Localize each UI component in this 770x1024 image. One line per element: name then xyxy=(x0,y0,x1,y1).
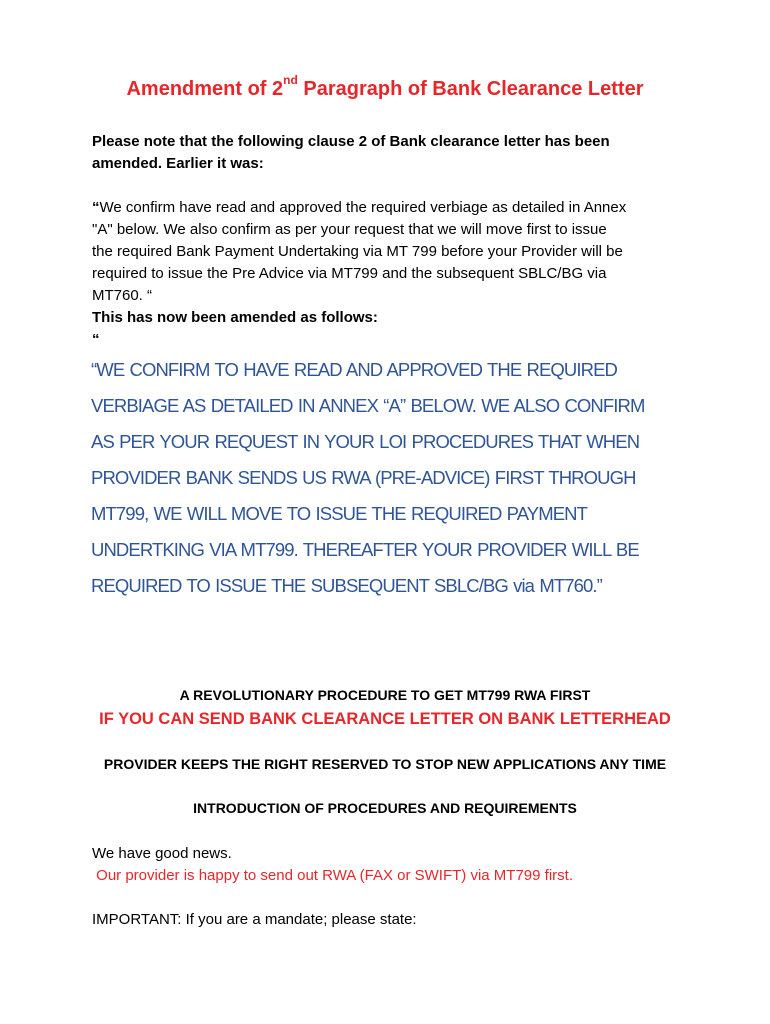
news-line-1: We have good news. xyxy=(92,845,232,862)
title-text-pre: Amendment of 2 xyxy=(126,78,284,100)
title-superscript: nd xyxy=(283,73,298,88)
amended-clause-line-5: MT799, WE WILL MOVE TO ISSUE THE REQUIRED PAYMENT xyxy=(91,503,588,524)
intro-line-1: Please note that the following clause 2 of Bank clearance letter has been xyxy=(92,133,610,150)
important-line: IMPORTANT: If you are a mandate; please state: xyxy=(92,911,417,928)
amended-clause-line-7: REQUIRED TO ISSUE THE SUBSEQUENT SBLC/BG via MT760.” xyxy=(91,575,602,596)
intro-line-2: amended. Earlier it was: xyxy=(92,155,264,172)
original-clause-line-4: required to issue the Pre Advice via MT799 and the subsequent SBLC/BG via xyxy=(92,265,607,282)
news-line-2: Our provider is happy to send out RWA (FAX or SWIFT) via MT799 first. xyxy=(92,867,573,884)
document-title xyxy=(0,74,770,104)
amended-clause-paragraph xyxy=(91,352,731,604)
original-clause-line-5: MT760. “ xyxy=(92,287,153,304)
original-clause-line-1 xyxy=(92,197,692,219)
amended-clause-line-1: “WE CONFIRM TO HAVE READ AND APPROVED THE REQUIRED xyxy=(91,359,617,380)
title-text-post: Paragraph of Bank Clearance Letter xyxy=(297,78,644,100)
amended-clause-line-3: AS PER YOUR REQUEST IN YOUR LOI PROCEDURES THAT WHEN xyxy=(91,431,640,452)
amended-intro-line-1: This has now been amended as follows: xyxy=(92,309,378,326)
original-clause-open-quote: “ xyxy=(92,199,100,216)
amended-intro-line-2: “ xyxy=(92,331,100,348)
heading-letterhead: IF YOU CAN SEND BANK CLEARANCE LETTER ON BANK LETTERHEAD xyxy=(99,710,671,728)
amended-intro xyxy=(92,307,692,351)
intro-paragraph xyxy=(92,131,692,175)
heading-rights: PROVIDER KEEPS THE RIGHT RESERVED TO STOP NEW APPLICATIONS ANY TIME xyxy=(103,756,667,772)
original-clause-line-1-text: We confirm have read and approved the required verbiage as detailed in Annex xyxy=(99,199,627,216)
amended-clause-line-2: VERBIAGE AS DETAILED IN ANNEX “A” BELOW. WE ALSO CONFIRM xyxy=(91,395,645,416)
amended-clause-line-6: UNDERTKING VIA MT799. THEREAFTER YOUR PROVIDER WILL BE xyxy=(91,539,639,560)
amended-clause-line-4: PROVIDER BANK SENDS US RWA (PRE-ADVICE) FIRST THROUGH xyxy=(91,467,636,488)
original-clause-line-3: the required Bank Payment Undertaking via MT 799 before your Provider will be xyxy=(92,243,623,260)
news-paragraph xyxy=(92,843,692,887)
heading-introduction: INTRODUCTION OF PROCEDURES AND REQUIREMENTS xyxy=(193,800,577,816)
original-clause-paragraph xyxy=(92,197,692,307)
heading-procedure: A REVOLUTIONARY PROCEDURE TO GET MT799 RWA FIRST xyxy=(179,687,591,703)
original-clause-line-2: "A" below. We also confirm as per your request that we will move first to issue xyxy=(92,221,607,238)
